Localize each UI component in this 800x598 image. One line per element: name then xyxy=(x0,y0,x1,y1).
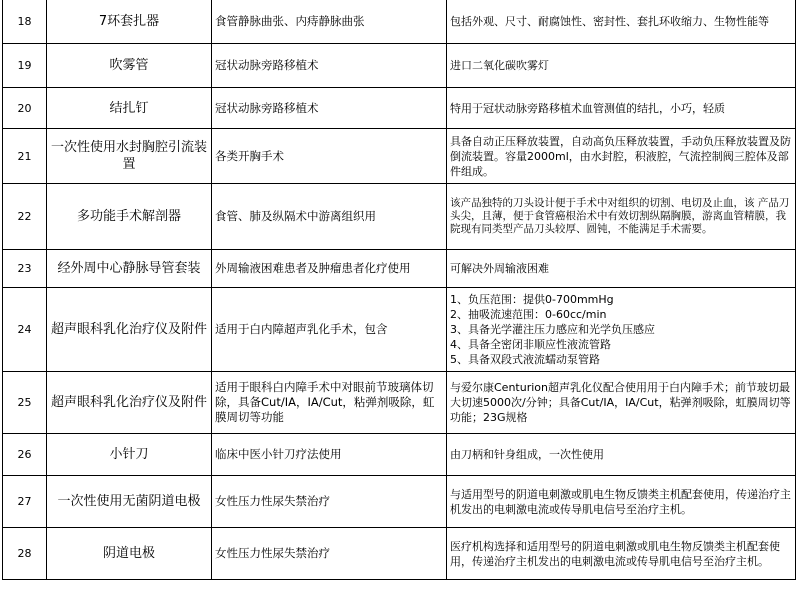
table-row xyxy=(3,250,796,288)
table-row xyxy=(3,476,796,528)
product-name: 超声眼科乳化治疗仪及附件 xyxy=(47,288,212,372)
row-number: 27 xyxy=(3,476,47,528)
product-description: 该产品独特的刀头设计便于手术中对组织的切割、电切及止血，该 产品刀头尖，且薄，便于食管癌根治术中有效切割纵隔胸膜，游离血管精膜，我院现有同类型产品刀头较厚、圆钝，不能满足手术需要。 xyxy=(447,184,796,250)
spec-line: 3、具备光学灌注压力感应和光学负压感应 xyxy=(450,323,655,336)
product-name: 结扎钉 xyxy=(47,88,212,129)
row-number: 25 xyxy=(3,372,47,434)
product-description: 特用于冠状动脉旁路移植术血管测值的结扎，小巧，轻质 xyxy=(447,88,796,129)
product-description: 医疗机构选择和适用型号的阴道电刺激或肌电生物反馈类主机配套使用，传递治疗主机发出的电刺激电流或传导肌电信号至治疗主机。 xyxy=(447,528,796,580)
spec-line: 1、负压范围：提供0-700mmHg xyxy=(450,293,614,306)
product-usage: 适用于眼科白内障手术中对眼前节玻璃体切除，具备Cut/IA，IA/Cut，粘弹剂吸除，虹膜周切等功能 xyxy=(212,372,447,434)
row-number: 20 xyxy=(3,88,47,129)
row-number: 23 xyxy=(3,250,47,288)
product-description: 进口二氧化碳吹雾灯 xyxy=(447,44,796,88)
product-usage: 外周输液困难患者及肿瘤患者化疗使用 xyxy=(212,250,447,288)
row-number: 24 xyxy=(3,288,47,372)
product-description: 具备自动正压释放装置，自动高负压释放装置，手动负压释放装置及防倒流装置。容量2000ml，由水封腔，积液腔，气流控制阀三腔体及部件组成。 xyxy=(447,129,796,184)
product-name: 7环套扎器 xyxy=(47,0,212,44)
spec-line: 5、具备双段式液流蠕动泵管路 xyxy=(450,353,600,366)
row-number: 21 xyxy=(3,129,47,184)
product-name: 经外周中心静脉导管套装 xyxy=(47,250,212,288)
table-row xyxy=(3,372,796,434)
product-table xyxy=(2,0,796,580)
product-usage: 冠状动脉旁路移植术 xyxy=(212,44,447,88)
product-usage: 食管、肺及纵隔术中游离组织用 xyxy=(212,184,447,250)
table-row xyxy=(3,88,796,129)
product-usage: 女性压力性尿失禁治疗 xyxy=(212,476,447,528)
table-row xyxy=(3,184,796,250)
spec-line: 4、具备全密闭非顺应性液流管路 xyxy=(450,338,611,351)
product-description xyxy=(447,288,796,372)
row-number: 22 xyxy=(3,184,47,250)
table-row xyxy=(3,528,796,580)
product-description: 与爱尔康Centurion超声乳化仪配合使用用于白内障手术；前节玻切最大切速5000次/分钟；具备Cut/IA，IA/Cut，粘弹剂吸除，虹膜周切等功能；23G规格 xyxy=(447,372,796,434)
product-name: 一次性使用水封胸腔引流装置 xyxy=(47,129,212,184)
product-usage: 冠状动脉旁路移植术 xyxy=(212,88,447,129)
product-name: 多功能手术解剖器 xyxy=(47,184,212,250)
product-usage: 适用于白内障超声乳化手术，包含 xyxy=(212,288,447,372)
row-number: 19 xyxy=(3,44,47,88)
product-description: 与适用型号的阴道电刺激或肌电生物反馈类主机配套使用，传递治疗主机发出的电刺激电流或传导肌电信号至治疗主机。 xyxy=(447,476,796,528)
product-description: 包括外观、尺寸、耐腐蚀性、密封性、套扎环收缩力、生物性能等 xyxy=(447,0,796,44)
product-usage: 女性压力性尿失禁治疗 xyxy=(212,528,447,580)
product-usage: 临床中医小针刀疗法使用 xyxy=(212,434,447,476)
product-name: 阴道电极 xyxy=(47,528,212,580)
table-row xyxy=(3,0,796,44)
table-row xyxy=(3,434,796,476)
table-row xyxy=(3,129,796,184)
table-row xyxy=(3,288,796,372)
product-description: 由刀柄和针身组成，一次性使用 xyxy=(447,434,796,476)
product-name: 吹雾管 xyxy=(47,44,212,88)
spec-line: 2、抽吸流速范围：0-60cc/min xyxy=(450,308,607,321)
row-number: 18 xyxy=(3,0,47,44)
product-description: 可解决外周输液困难 xyxy=(447,250,796,288)
product-usage: 各类开胸手术 xyxy=(212,129,447,184)
row-number: 28 xyxy=(3,528,47,580)
product-name: 超声眼科乳化治疗仪及附件 xyxy=(47,372,212,434)
product-name: 小针刀 xyxy=(47,434,212,476)
table-row xyxy=(3,44,796,88)
row-number: 26 xyxy=(3,434,47,476)
product-name: 一次性使用无菌阴道电极 xyxy=(47,476,212,528)
product-usage: 食管静脉曲张、内痔静脉曲张 xyxy=(212,0,447,44)
